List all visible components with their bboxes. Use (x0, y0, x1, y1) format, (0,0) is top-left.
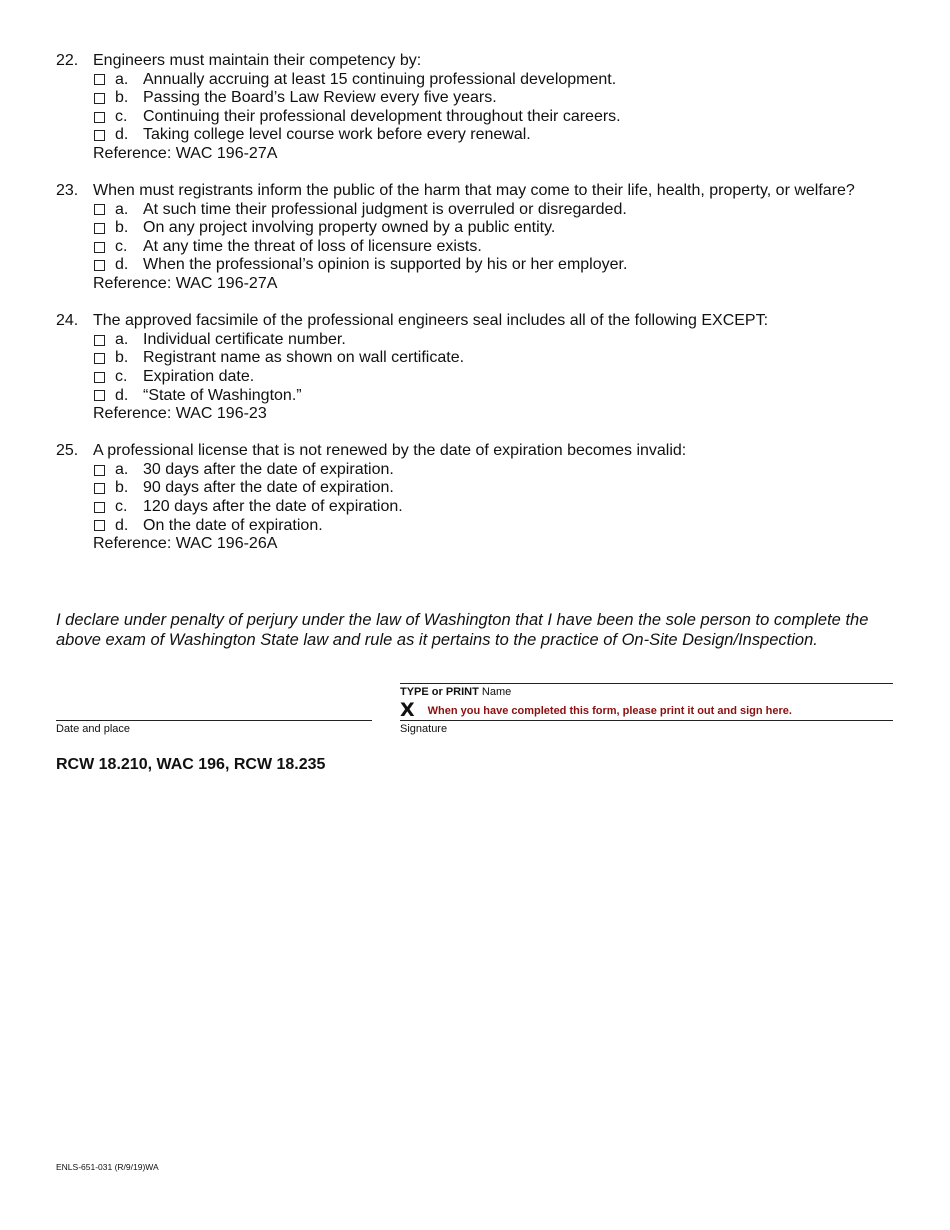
reference: Reference: WAC 196-27A (93, 144, 278, 162)
answer-checkbox[interactable] (94, 130, 105, 141)
option-text: 120 days after the date of expiration. (143, 497, 403, 515)
option-b (93, 219, 916, 238)
question-number: 25. (56, 442, 79, 460)
question-text: A professional license that is not renewed by the date of expiration becomes invalid: (93, 442, 687, 460)
name-label-rest: Name (478, 686, 512, 698)
option-b (93, 479, 916, 498)
option-c (93, 238, 916, 257)
option-letter: a. (115, 460, 129, 478)
question-25 (56, 442, 916, 554)
option-text: At such time their professional judgment is overruled or disregarded. (143, 200, 627, 218)
reference: Reference: WAC 196-27A (93, 275, 278, 293)
option-letter: d. (115, 126, 129, 144)
sign-here-note: When you have completed this form, please print it out and sign here. (427, 704, 792, 717)
option-c (93, 498, 916, 517)
option-letter: b. (115, 219, 129, 237)
option-text: “State of Washington.” (143, 386, 302, 404)
answer-checkbox[interactable] (94, 390, 105, 401)
answer-checkbox[interactable] (94, 353, 105, 364)
question-list (56, 52, 916, 572)
option-letter: a. (115, 330, 129, 348)
option-letter: c. (115, 367, 128, 385)
question-number: 22. (56, 52, 79, 69)
option-b (93, 89, 916, 108)
option-text: Continuing their professional development throughout their careers. (143, 107, 621, 125)
option-d (93, 387, 916, 406)
option-c (93, 368, 916, 387)
perjury-declaration: I declare under penalty of perjury under the law of Washington that I have been the sole person to complete the above exam of Washington State law and rule as it pertains to the practice of On-Site Design/Inspection. (56, 611, 869, 649)
x-mark-icon: X (400, 699, 415, 721)
option-a (93, 461, 916, 480)
answer-checkbox[interactable] (94, 465, 105, 476)
option-a (93, 71, 916, 90)
option-text: 30 days after the date of expiration. (143, 460, 394, 478)
answer-checkbox[interactable] (94, 502, 105, 513)
reference: Reference: WAC 196-26A (93, 535, 278, 553)
option-letter: b. (115, 89, 129, 107)
option-d (93, 517, 916, 536)
answer-checkbox[interactable] (94, 483, 105, 494)
statute-references: RCW 18.210, WAC 196, RCW 18.235 (56, 756, 326, 773)
answer-checkbox[interactable] (94, 93, 105, 104)
option-letter: b. (115, 349, 129, 367)
question-text: The approved facsimile of the professional engineers seal includes all of the following EXCEPT: (93, 312, 769, 330)
option-a (93, 331, 916, 350)
signature-note[interactable] (400, 701, 792, 720)
option-letter: c. (115, 107, 128, 125)
date-place-line[interactable] (56, 720, 372, 721)
name-label (400, 686, 511, 698)
answer-checkbox[interactable] (94, 223, 105, 234)
signature-line[interactable] (400, 720, 893, 721)
question-number: 23. (56, 182, 79, 200)
option-text: On any project involving property owned by a public entity. (143, 219, 556, 237)
date-place-label: Date and place (56, 723, 130, 735)
option-text: Taking college level course work before every renewal. (143, 126, 531, 144)
option-text: At any time the threat of loss of licensure exists. (143, 237, 482, 255)
option-text: Expiration date. (143, 367, 255, 385)
option-text: On the date of expiration. (143, 516, 323, 534)
option-letter: c. (115, 237, 128, 255)
option-letter: a. (115, 200, 129, 218)
option-text: Passing the Board’s Law Review every five years. (143, 89, 497, 107)
question-22 (56, 52, 916, 164)
name-label-bold: TYPE or PRINT (400, 686, 479, 698)
option-letter: a. (115, 70, 129, 88)
answer-checkbox[interactable] (94, 335, 105, 346)
option-a (93, 201, 916, 220)
option-letter: b. (115, 479, 129, 497)
option-c (93, 108, 916, 127)
answer-checkbox[interactable] (94, 112, 105, 123)
signature-label: Signature (400, 723, 448, 735)
answer-checkbox[interactable] (94, 74, 105, 85)
answer-checkbox[interactable] (94, 372, 105, 383)
option-letter: c. (115, 497, 128, 515)
name-line-top (400, 683, 893, 684)
option-d (93, 126, 916, 145)
answer-checkbox[interactable] (94, 520, 105, 531)
question-24 (56, 312, 916, 424)
answer-checkbox[interactable] (94, 204, 105, 215)
option-text: Annually accruing at least 15 continuing professional development. (143, 70, 617, 88)
question-23 (56, 182, 916, 294)
option-letter: d. (115, 386, 129, 404)
option-text: Individual certificate number. (143, 330, 346, 348)
option-text: 90 days after the date of expiration. (143, 479, 394, 497)
option-text: When the professional’s opinion is supported by his or her employer. (143, 256, 628, 274)
option-text: Registrant name as shown on wall certificate. (143, 349, 465, 367)
option-letter: d. (115, 516, 129, 534)
question-text: When must registrants inform the public of the harm that may come to their life, health, property, or welfare? (93, 182, 855, 200)
answer-checkbox[interactable] (94, 242, 105, 253)
form-id: ENLS-651-031 (R/9/19)WA (56, 1162, 159, 1172)
option-b (93, 349, 916, 368)
option-letter: d. (115, 256, 129, 274)
question-text: Engineers must maintain their competency by: (93, 52, 422, 69)
reference: Reference: WAC 196-23 (93, 405, 267, 423)
answer-checkbox[interactable] (94, 260, 105, 271)
option-d (93, 256, 916, 275)
question-number: 24. (56, 312, 79, 330)
